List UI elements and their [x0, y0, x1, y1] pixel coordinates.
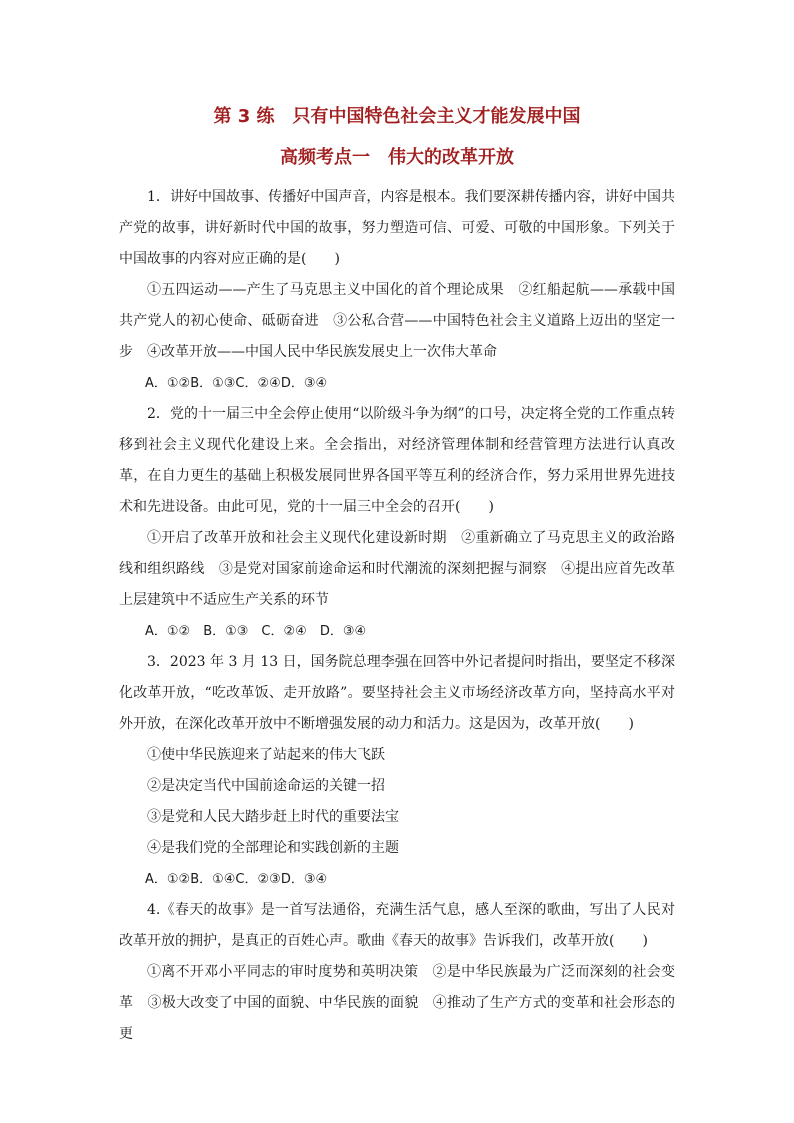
question-statements [119, 523, 675, 616]
answer-options: A．①②B．①④C．②③D．③④ [145, 872, 328, 887]
question-2 [119, 399, 675, 647]
question-stem: 1．讲好中国故事、传播好中国声音，内容是根本。我们要深耕传播内容，讲好中国共产党的故事，讲好新时代中国的故事，努力塑造可信、可爱、可敬的中国形象。下列关于中国故事的内容对应正确的是( ) [119, 189, 675, 267]
statement: ②是中华民族最为广泛而深刻的社会变革 [119, 964, 676, 1011]
statement: ②重新确立了马克思主义的政治路线和组织路线 [119, 530, 676, 577]
statement: ①离不开邓小平同志的审时度势和英明决策 [147, 964, 419, 980]
question-1 [119, 182, 675, 399]
question-statements [119, 275, 675, 368]
statement: ②是决定当代中国前途命运的关键一招 [147, 778, 385, 794]
statement: ③是党对国家前途命运和时代潮流的深刻把握与洞察 [218, 561, 547, 577]
statement: ④推动了生产方式的变革和社会形态的更 [119, 995, 676, 1042]
section-title: 高频考点一 伟大的改革开放 [280, 147, 514, 168]
question-stem: 3．2023 年 3 月 13 日，国务院总理李强在回答中外记者提问时指出，要坚定不移深化改革开放，“吃改革饭、走开放路”。要坚持社会主义市场经济改革方向，坚持高水平对外开放，在深化改革开放中不断增强发展的动力和活力。这是因为，改革开放( ) [119, 654, 675, 732]
statement: ①使中华民族迎来了站起来的伟大飞跃 [147, 747, 385, 763]
statement: ④是我们党的全部理论和实践创新的主题 [147, 840, 399, 856]
question-stem: 4.《春天的故事》是一首写法通俗，充满生活气息，感人至深的歌曲，写出了人民对改革开放的拥护，是真正的百姓心声。歌曲《春天的故事》告诉我们，改革开放( ) [119, 902, 675, 949]
question-4 [119, 895, 675, 1050]
statement: ③是党和人民大踏步赶上时代的重要法宝 [147, 809, 399, 825]
question-3 [119, 647, 675, 895]
statement: ③公私合营——中国特色社会主义道路上迈出的坚定一步 [119, 313, 676, 360]
statement: ②红船起航——承载中国共产党人的初心使命、砥砺奋进 [119, 282, 676, 329]
statement: ①五四运动——产生了马克思主义中国化的首个理论成果 [147, 282, 505, 298]
answer-options: A．①② B．①③ C．②④ D．③④ [145, 624, 367, 639]
question-list [119, 182, 675, 1050]
question-stem: 2．党的十一届三中全会停止使用“以阶级斗争为纲”的口号，决定将全党的工作重点转移到社会主义现代化建设上来。全会指出，对经济管理体制和经营管理方法进行认真改革，在自力更生的基础上积极发展同世界各国平等互利的经济合作，努力采用世界先进技术和先进设备。由此可见，党的十一届三中全会的召开( ) [119, 406, 675, 515]
statement: ①开启了改革开放和社会主义现代化建设新时期 [147, 530, 447, 546]
statement: ③极大改变了中国的面貌、中华民族的面貌 [147, 995, 419, 1011]
statement: ④改革开放——中国人民中华民族发展史上一次伟大革命 [147, 344, 497, 360]
answer-options: A．①②B．①③C．②④D．③④ [145, 376, 328, 391]
statement: ④提出应首先改革上层建筑中不适应生产关系的环节 [119, 561, 676, 608]
page-title: 第 3 练 只有中国特色社会主义才能发展中国 [213, 106, 581, 127]
question-statements [119, 957, 675, 1050]
